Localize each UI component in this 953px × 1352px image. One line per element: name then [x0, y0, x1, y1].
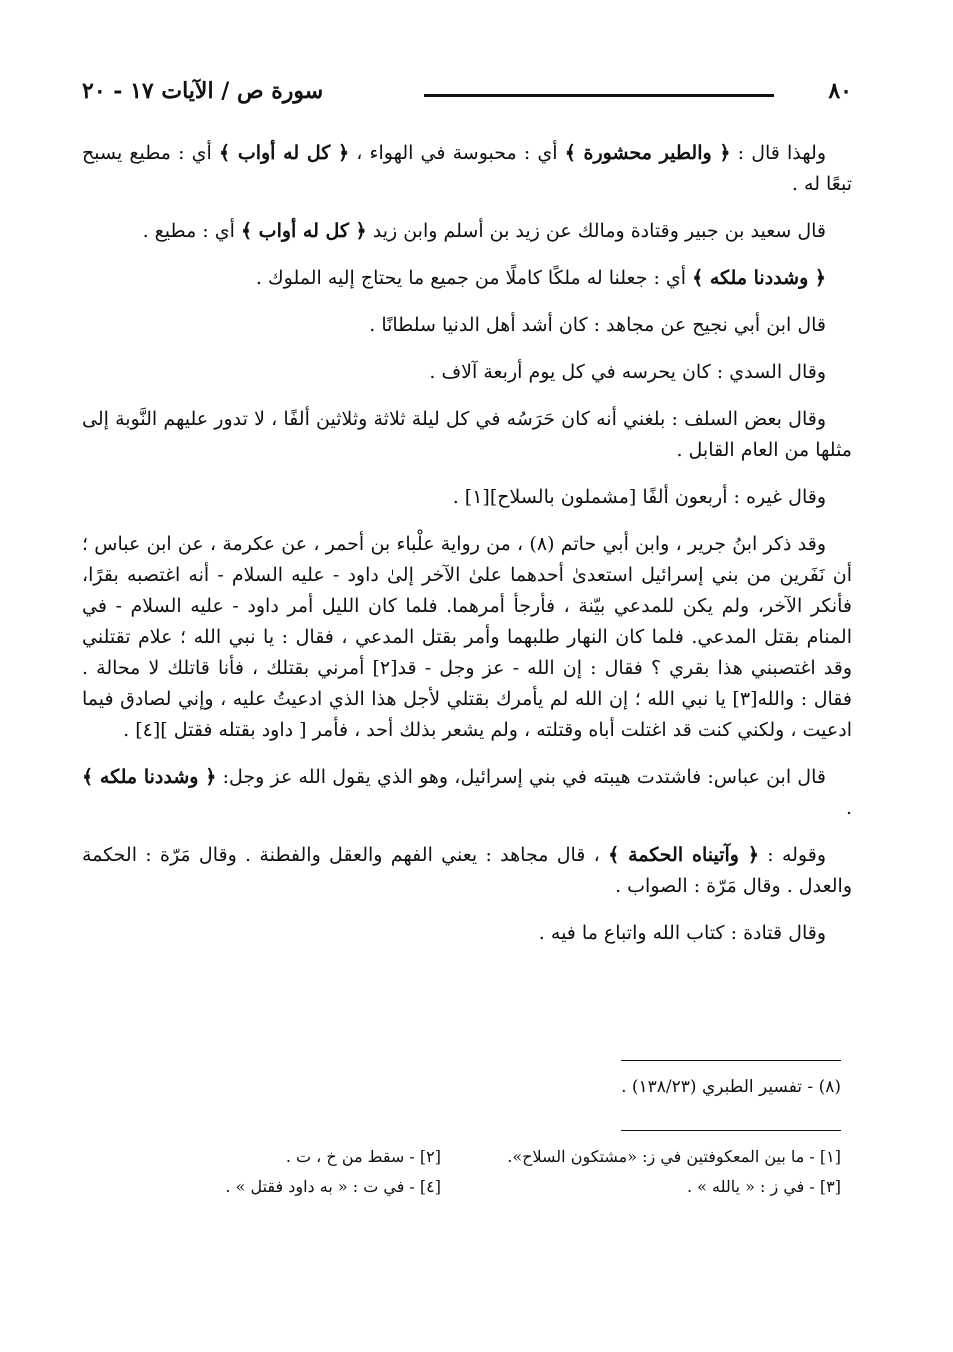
- quran-quote: ﴿ وشددنا ملكه ﴾: [82, 766, 217, 788]
- paragraph-text: قال ابن عباس: فاشتدت هيبته في بني إسرائيل، وهو الذي يقول الله عز وجل:: [216, 766, 826, 788]
- editor-note-row: [151, 1177, 841, 1207]
- editor-note: [١] - ما بين المعكوفتين في ز: «مشتكون السلاح».: [507, 1147, 841, 1166]
- paragraph: [82, 762, 852, 824]
- paragraph-text: .: [845, 797, 852, 819]
- editor-notes-divider: [621, 1130, 841, 1131]
- quran-quote: ﴿ والطير محشورة ﴾: [564, 142, 731, 164]
- paragraph-text: أي : مطيع يسبح تبعًا له .: [82, 142, 852, 195]
- paragraph: [82, 482, 852, 513]
- paragraph: [82, 404, 852, 466]
- paragraph: [82, 138, 852, 200]
- paragraph: [82, 529, 852, 746]
- paragraph-text: أي : جعلنا له ملكًا كاملًا من جميع ما يحتاج إليه الملوك .: [255, 267, 693, 289]
- paragraph-text: وقوله :: [758, 844, 827, 866]
- paragraph-text: ، قال مجاهد : يعني الفهم والعقل والفطنة . وقال مَرّة : الحكمة والعدل . وقال مَرّة : الصواب .: [82, 844, 852, 897]
- paragraph-text: قال سعيد بن جبير وقتادة ومالك عن زيد بن أسلم وابن زيد: [366, 220, 826, 242]
- footnote-divider: [621, 1060, 841, 1061]
- editor-note: [٣] - في ز : « يالله » .: [686, 1177, 841, 1196]
- paragraph-text: وقال قتادة : كتاب الله واتباع ما فيه .: [538, 922, 826, 944]
- header-rule: [424, 94, 774, 97]
- paragraph: [82, 263, 852, 294]
- editor-note-row: [151, 1147, 841, 1177]
- source-footnote: (٨) - تفسير الطبري (١٣٨/٢٣) .: [621, 1077, 841, 1097]
- quran-quote: ﴿ وشددنا ملكه ﴾: [692, 267, 826, 289]
- paragraph: [82, 216, 852, 247]
- paragraph: [82, 840, 852, 902]
- editor-note: [٢] - سقط من خ ، ت .: [285, 1147, 441, 1166]
- paragraph-text: وقال بعض السلف : بلغني أنه كان حَرَسُه في كل ليلة ثلاثة وثلاثين ألفًا ، لا تدور عليهم النَّوبة إلى مثلها من العام القابل .: [82, 408, 852, 461]
- editor-note: [٤] - في ت : « به داود فقتل » .: [225, 1177, 441, 1196]
- paragraph-text: وقال غيره : أربعون ألفًا [مشملون بالسلاح][١] .: [452, 486, 826, 508]
- paragraph: [82, 918, 852, 949]
- quran-quote: ﴿ وآتيناه الحكمة ﴾: [608, 844, 759, 866]
- quran-quote: ﴿ كل له أواب ﴾: [240, 220, 367, 242]
- paragraph: [82, 357, 852, 388]
- paragraph-text: أي : مطيع .: [142, 220, 241, 242]
- paragraph-text: ولهذا قال :: [730, 142, 826, 164]
- paragraph-text: وقد ذكر ابنُ جرير ، وابن أبي حاتم (٨) ، من رواية علْباء بن أحمر ، عن عكرمة ، عن ابن عباس ؛ أن نَفَرين من بني إسرائيل استعدىٰ أحدهما علىٰ الآخر إلىٰ داود - عليه السلام - أنه اغتصبه بقرًا، فأنكر الآخر، ولم يكن للمدعي بيّنة ، فأرجأ أمرهما. فلما كان الليل أمر داود - عليه السلام - في المنام بقتل المدعي. فلما كان النهار طلبهما وأمر بقتل المدعي ، فقال : يا نبي الله ؛ علام تقتلني وقد اغتصبني هذا بقري ؟ فقال : إن الله - عز وجل - قد[٢] أمرني بقتلك ، فأنا قاتلك لا محالة . فقال : والله[٣] يا نبي الله ؛ إن الله لم يأمرك بقتلي لأجل هذا الذي ادعيتُ عليه ، وإني لصادق فيما ادعيت ، ولكني كنت قد اغتلت أباه وقتلته ، ولم يشعر بذلك أحد ، فأمر [ داود بقتله فقتل ][٤] .: [82, 533, 852, 741]
- paragraph-text: أي : محبوسة في الهواء ،: [349, 142, 565, 164]
- paragraph-text: قال ابن أبي نجيح عن مجاهد : كان أشد أهل الدنيا سلطانًا .: [369, 314, 826, 336]
- running-title: سورة ص / الآيات ١٧ - ٢٠: [82, 78, 324, 104]
- body-text: [82, 138, 852, 965]
- page-header: [82, 72, 852, 112]
- quran-quote: ﴿ كل له أواب ﴾: [218, 142, 350, 164]
- editor-notes: [151, 1147, 841, 1207]
- page-number: ٨٠: [828, 78, 852, 104]
- paragraph: [82, 310, 852, 341]
- paragraph-text: وقال السدي : كان يحرسه في كل يوم أربعة آلاف .: [429, 361, 826, 383]
